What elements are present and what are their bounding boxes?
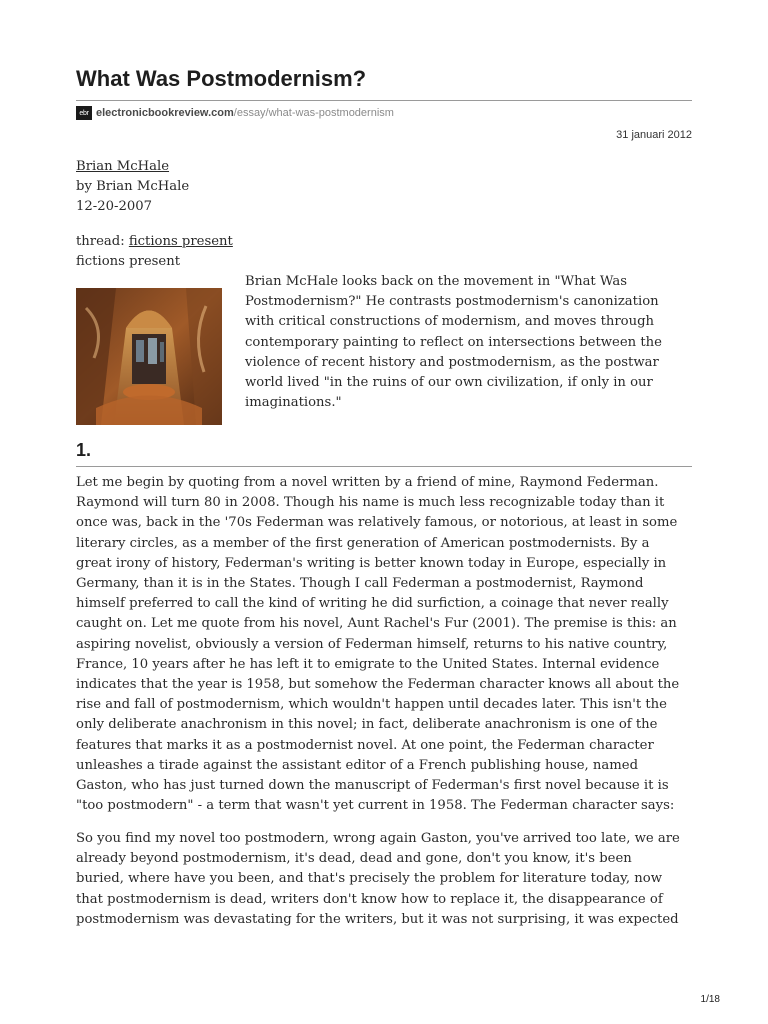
paragraph-line: already beyond postmodernism, it's dead, dead and gone, don't you know, it's been [76, 851, 632, 867]
abstract-line: Brian McHale looks back on the movement in "What Was [245, 274, 627, 289]
paragraph-line: that postmodernism is dead, writers don't know how to replace it, the disappearance of [76, 891, 663, 907]
paragraph-line: once was, back in the '70s Federman was relatively famous, or notorious, at least in some [76, 515, 678, 531]
body-paragraph-2 [76, 829, 692, 930]
paragraph-line: buried, where have you been, and that's precisely the problem for literature today, now [76, 871, 662, 887]
paragraph-line: Gaston, who has just turned down the manuscript of Federman's first novel because it is [76, 778, 669, 794]
paragraph-line: postmodernism was devastating for the writers, but it was not surprising, it was expected [76, 911, 679, 927]
abstract-line: with critical constructions of modernism, and moves through [245, 314, 655, 330]
thread-block [76, 232, 233, 272]
page-number: 1/18 [700, 994, 720, 1005]
paragraph-line: "too postmodern" - a term that wasn't yet current in 1958. The Federman character says: [76, 798, 675, 814]
paragraph-line: aspiring novelist, obviously a version of Federman himself, returns to his native country, [76, 636, 668, 652]
body-paragraph-1 [76, 473, 692, 816]
paragraph-line: himself preferred to call the kind of writing he did surfiction, a coinage that never really [76, 596, 669, 612]
print-date: 31 januari 2012 [616, 129, 692, 141]
abstract-line: contemporary painting to reflect on intersections between the [245, 334, 662, 350]
article-painting-image [76, 288, 222, 425]
thread-text: fictions present [76, 254, 181, 270]
paragraph-line: literary circles, as a member of the first generation of American postmodernists. By a [76, 535, 650, 551]
paragraph-line: Let me begin by quoting from a novel written by a friend of mine, Raymond Federman. [76, 475, 659, 490]
title-divider [76, 100, 692, 101]
paragraph-line: rise and fall of postmodernism, which wouldn't happen until decades later. This isn't the [76, 697, 667, 713]
ebr-logo-icon: ebr [76, 106, 92, 120]
paragraph-line: Raymond will turn 80 in 2008. Though his name is much less recognizable today than it [76, 495, 665, 511]
paragraph-line: indicates that the year is 1958, but somehow the Federman character knows all about the [76, 677, 680, 693]
paragraph-line: caught on. Let me quote from his novel, Aunt Rachel's Fur (2001). The premise is this: an [76, 616, 677, 632]
abstract-line: Postmodernism?" He contrasts postmodernism's canonization [245, 294, 659, 310]
paragraph-line: only deliberate anachronism in this novel; in fact, deliberate anachronism is one of the [76, 717, 658, 733]
page-title: What Was Postmodernism? [76, 66, 367, 91]
abstract-line: imaginations." [245, 395, 342, 411]
abstract-line: world lived "in the ruins of our own civilization, if only in our [245, 375, 653, 391]
author-link[interactable]: Brian McHale [76, 159, 170, 174]
author-block [76, 157, 189, 218]
paragraph-line: unleashes a tirade against the assistant editor of a French publishing house, named [76, 757, 639, 773]
thread-prefix: thread: [76, 234, 129, 249]
source-line [76, 106, 394, 120]
posted-date: 12-20-2007 [76, 199, 153, 215]
abstract-line: violence of recent history and postmodernism, as the postwar [245, 354, 659, 370]
paragraph-line: France, 10 years after he has left it to emigrate to the United States. Internal evidence [76, 656, 660, 672]
paragraph-line: So you find my novel too postmodern, wrong again Gaston, you've arrived too late, we are [76, 831, 680, 846]
section-divider [76, 466, 692, 467]
paragraph-line: great irony of history, Federman's writing is better known today in Europe, especially in [76, 555, 667, 571]
paragraph-line: Germany, than it is in the States. Though I call Federman a postmodernist, Raymond [76, 576, 644, 592]
thread-link[interactable]: fictions present [128, 234, 233, 249]
source-domain-link[interactable]: electronicbookreview.com [96, 107, 234, 119]
section-heading: 1. [76, 440, 92, 460]
paragraph-line: features that marks it as a postmodernist novel. At one point, the Federman character [76, 737, 654, 753]
byline: by Brian McHale [76, 179, 190, 195]
source-path-link[interactable]: /essay/what-was-postmodernism [233, 107, 394, 119]
article-abstract [245, 272, 692, 413]
